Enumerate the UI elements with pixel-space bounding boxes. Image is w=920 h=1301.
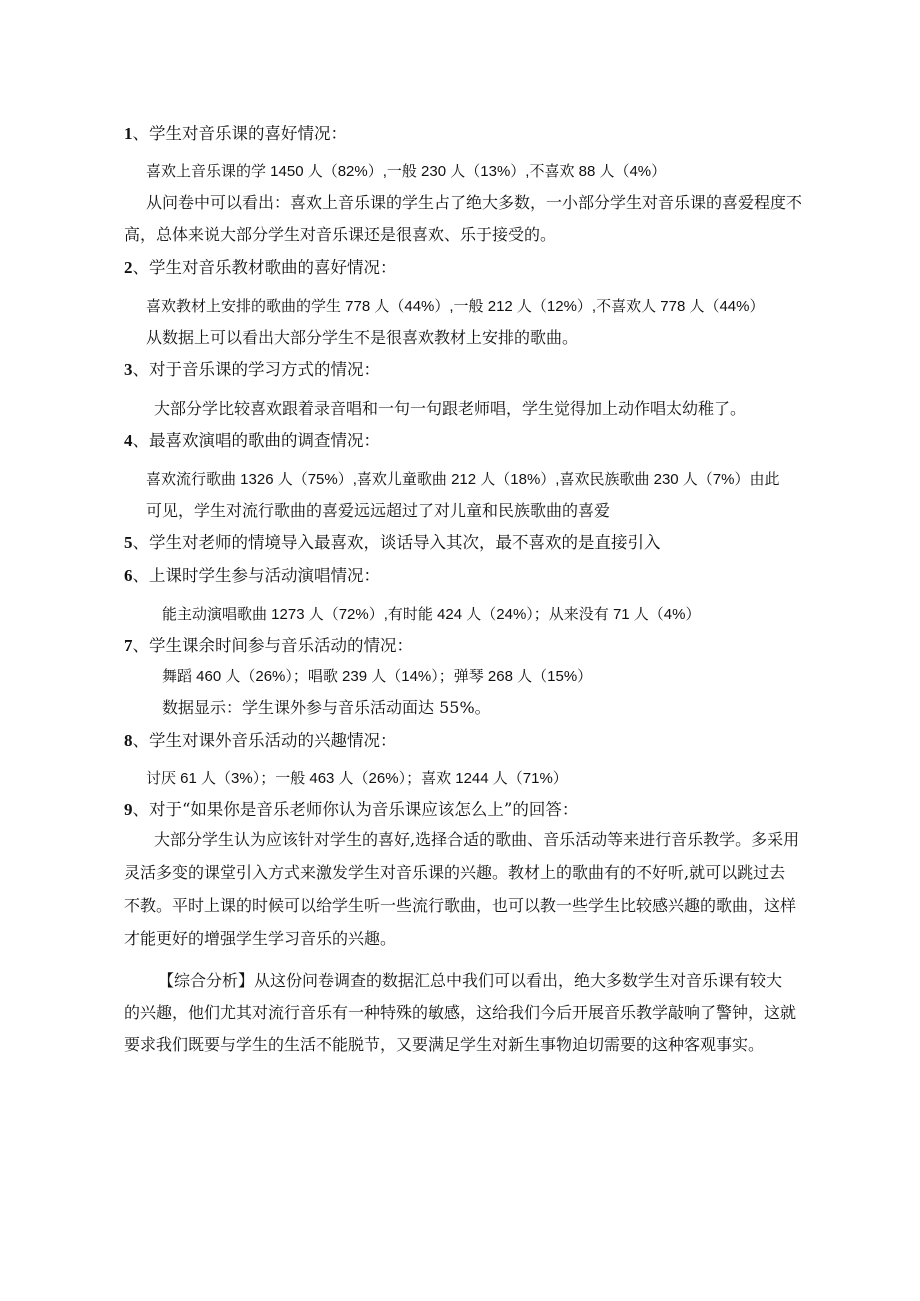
section-title: 、学生对课外音乐活动的兴趣情况： [132,731,397,750]
summary-line: 的兴趣，他们尤其对流行音乐有一种特殊的敏感，这给我们今后开展音乐教学敲响了警钟，这就 [124,1003,797,1022]
section-number: 3 [124,360,133,379]
section-title: 、最喜欢演唱的歌曲的调查情况： [132,431,380,450]
section-heading [124,532,661,554]
section-title: 、学生对音乐教材歌曲的喜好情况： [132,258,397,277]
paragraph-line: 才能更好的增强学生学习音乐的兴趣。 [124,929,397,948]
section-heading [124,257,397,279]
data-line: 讨厌 61 人（3%）；一般 463 人（26%）；喜欢 1244 人（71%） [146,770,568,787]
section-title: 、学生对老师的情境导入最喜欢，谈话导入其次，最不喜欢的是直接引入 [132,533,661,552]
section-title: 、学生对音乐课的喜好情况： [132,124,347,143]
summary-line: 要求我们既要与学生的生活不能脱节，又要满足学生对新生事物迫切需要的这种客观事实。 [124,1035,765,1054]
section-heading [124,123,347,145]
section-number: 7 [124,636,133,655]
paragraph-line: 不教。平时上课的时候可以给学生听一些流行歌曲，也可以教一些学生比较感兴趣的歌曲，这样 [124,896,797,915]
data-line: 舞蹈 460 人（26%）；唱歌 239 人（14%）；弹琴 268 人（15%） [162,668,593,685]
paragraph-line: 高，总体来说大部分学生对音乐课还是很喜欢、乐于接受的。 [124,225,557,244]
section-heading [124,730,397,752]
data-line: 喜欢教材上安排的歌曲的学生 778 人（44%）,一般 212 人（12%）,不喜欢人 778 人（44%） [146,298,765,315]
section-number: 9 [124,800,133,819]
data-line: 喜欢上音乐课的学 1450 人（82%）,一般 230 人（13%）,不喜欢 88 人（4%） [146,163,667,180]
section-heading [124,799,578,821]
paragraph-line: 从数据上可以看出大部分学生不是很喜欢教材上安排的歌曲。 [146,328,579,347]
paragraph-line: 数据显示：学生课外参与音乐活动面达 55%。 [162,698,491,717]
section-number: 6 [124,566,133,585]
paragraph-line: 大部分学比较喜欢跟着录音唱和一句一句跟老师唱，学生觉得加上动作唱太幼稚了。 [154,399,747,418]
summary-line: 【综合分析】从这份问卷调查的数据汇总中我们可以看出，绝大多数学生对音乐课有较大 [158,971,783,990]
section-number: 4 [124,431,133,450]
section-number: 8 [124,731,133,750]
section-heading [124,359,380,381]
section-heading [124,430,380,452]
section-title: 、对于音乐课的学习方式的情况： [132,360,380,379]
section-heading [124,635,413,657]
section-heading [124,565,380,587]
data-line: 能主动演唱歌曲 1273 人（72%）,有时能 424 人（24%）；从来没有 71 人（4%） [162,606,701,623]
paragraph-line: 大部分学生认为应该针对学生的喜好,选择合适的歌曲、音乐活动等来进行音乐教学。多采用 [154,830,800,849]
section-title: 、上课时学生参与活动演唱情况： [132,566,380,585]
section-title: 、对于“如果你是音乐老师你认为音乐课应该怎么上”的回答： [132,800,579,819]
section-title: 、学生课余时间参与音乐活动的情况： [132,636,413,655]
paragraph-line: 可见，学生对流行歌曲的喜爱远远超过了对儿童和民族歌曲的喜爱 [146,501,611,520]
data-line: 喜欢流行歌曲 1326 人（75%）,喜欢儿童歌曲 212 人（18%）,喜欢民族歌曲 230 人（7%）由此 [146,471,780,488]
paragraph-line: 灵活多变的课堂引入方式来激发学生对音乐课的兴趣。教材上的歌曲有的不好听,就可以跳过去 [124,863,786,882]
section-number: 1 [124,124,133,143]
section-number: 2 [124,258,133,277]
section-number: 5 [124,533,133,552]
paragraph-line: 从问卷中可以看出：喜欢上音乐课的学生占了绝大多数，一小部分学生对音乐课的喜爱程度不 [146,193,803,212]
